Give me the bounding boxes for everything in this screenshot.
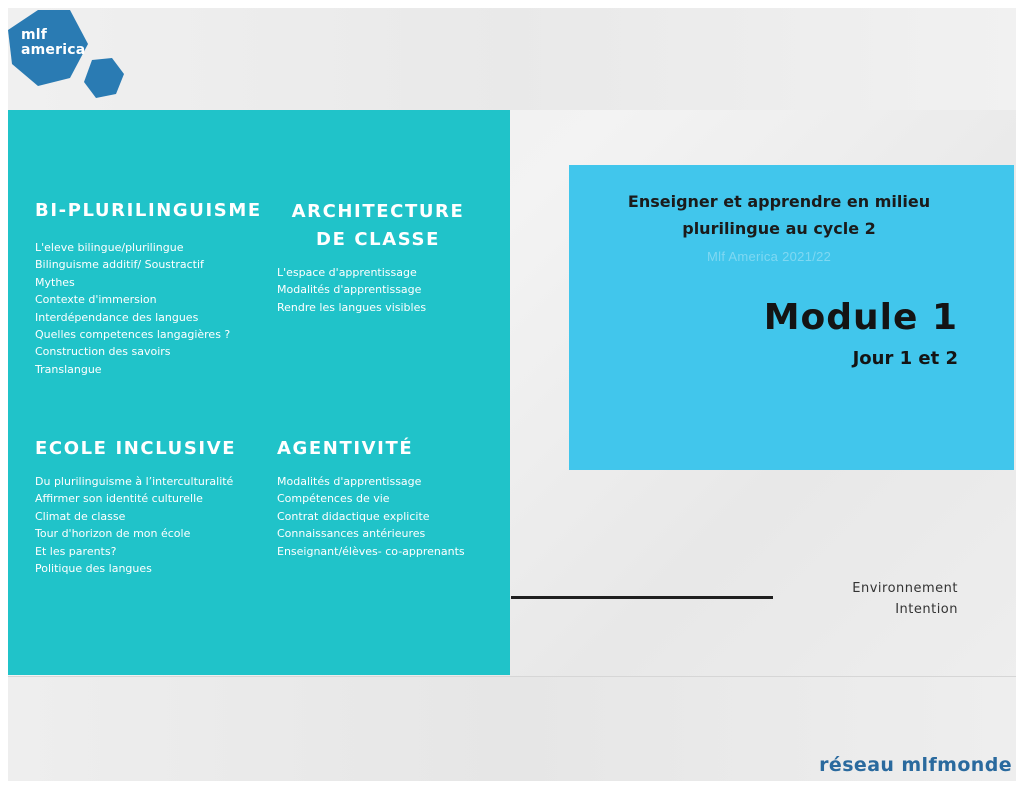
list-item: L'espace d'apprentissage [277, 266, 417, 279]
module-days: Jour 1 et 2 [852, 348, 958, 369]
section-title-inclusive: ECOLE INCLUSIVE [35, 438, 237, 459]
list-item: Quelles competences langagières ? [35, 328, 231, 342]
section-title-agency: AGENTIVITÉ [277, 438, 414, 459]
list-item: Compétences de vie [277, 492, 390, 506]
list-item: Contexte d'immersion [35, 293, 157, 307]
topic-item: Intention [895, 602, 958, 617]
section-title-architecture-line-1: ARCHITECTURE [291, 201, 465, 222]
topic-item: Environnement [852, 581, 958, 596]
section-list-bilingualism [35, 239, 230, 378]
section-list-agency [277, 473, 465, 560]
footer-brand: réseau mlfmonde [819, 754, 1012, 776]
list-item: Affirmer son identité culturelle [35, 492, 203, 506]
logo-line-1: mlf [21, 27, 48, 43]
mlf-america-logo [8, 8, 128, 108]
module-title: Module 1 [763, 297, 958, 338]
course-title-line-1: Enseigner et apprendre en milieu [627, 192, 931, 211]
list-item: Construction des savoirs [35, 345, 171, 359]
list-item: Rendre les langues visibles [277, 300, 427, 314]
topics-panel [8, 110, 510, 675]
list-item: Politique des langues [35, 562, 152, 576]
list-item: Translangue [35, 362, 102, 376]
list-item: Climat de classe [35, 509, 126, 523]
section-list-inclusive [35, 473, 233, 577]
section-title-bilingualism: BI-PLURILINGUISME [35, 200, 262, 221]
divider-line [511, 596, 773, 599]
list-item: Modalités d'apprentissage [277, 475, 422, 488]
list-item: Tour d'horizon de mon école [35, 527, 191, 541]
slide [8, 8, 1016, 781]
section-title-architecture-line-2: DE CLASSE [316, 229, 440, 250]
course-title-line-2: plurilingue au cycle 2 [682, 219, 876, 238]
header-band [8, 8, 1016, 110]
list-item: Bilinguisme additif/ Soustractif [35, 258, 204, 272]
logo-text [21, 28, 85, 58]
course-year: Mlf America 2021/22 [707, 249, 832, 264]
list-item: Enseignant/élèves- co-apprenants [277, 544, 465, 558]
list-item: Connaissances antérieures [277, 527, 426, 541]
section-title-architecture [278, 198, 478, 254]
course-title [619, 188, 939, 242]
section-list-architecture [277, 264, 426, 316]
list-item: Contrat didactique explicite [277, 509, 430, 523]
list-item: L'eleve bilingue/plurilingue [35, 241, 184, 254]
course-title-panel [569, 165, 1014, 470]
logo-line-2: america [21, 42, 86, 58]
list-item: Du plurilinguisme à l’interculturalité [35, 475, 234, 488]
list-item: Mythes [35, 275, 75, 289]
topics-list [852, 578, 958, 620]
hexagon-logo-icon [8, 8, 128, 108]
list-item: Interdépendance des langues [35, 310, 199, 324]
list-item: Modalités d'apprentissage [277, 283, 422, 297]
list-item: Et les parents? [35, 544, 117, 558]
